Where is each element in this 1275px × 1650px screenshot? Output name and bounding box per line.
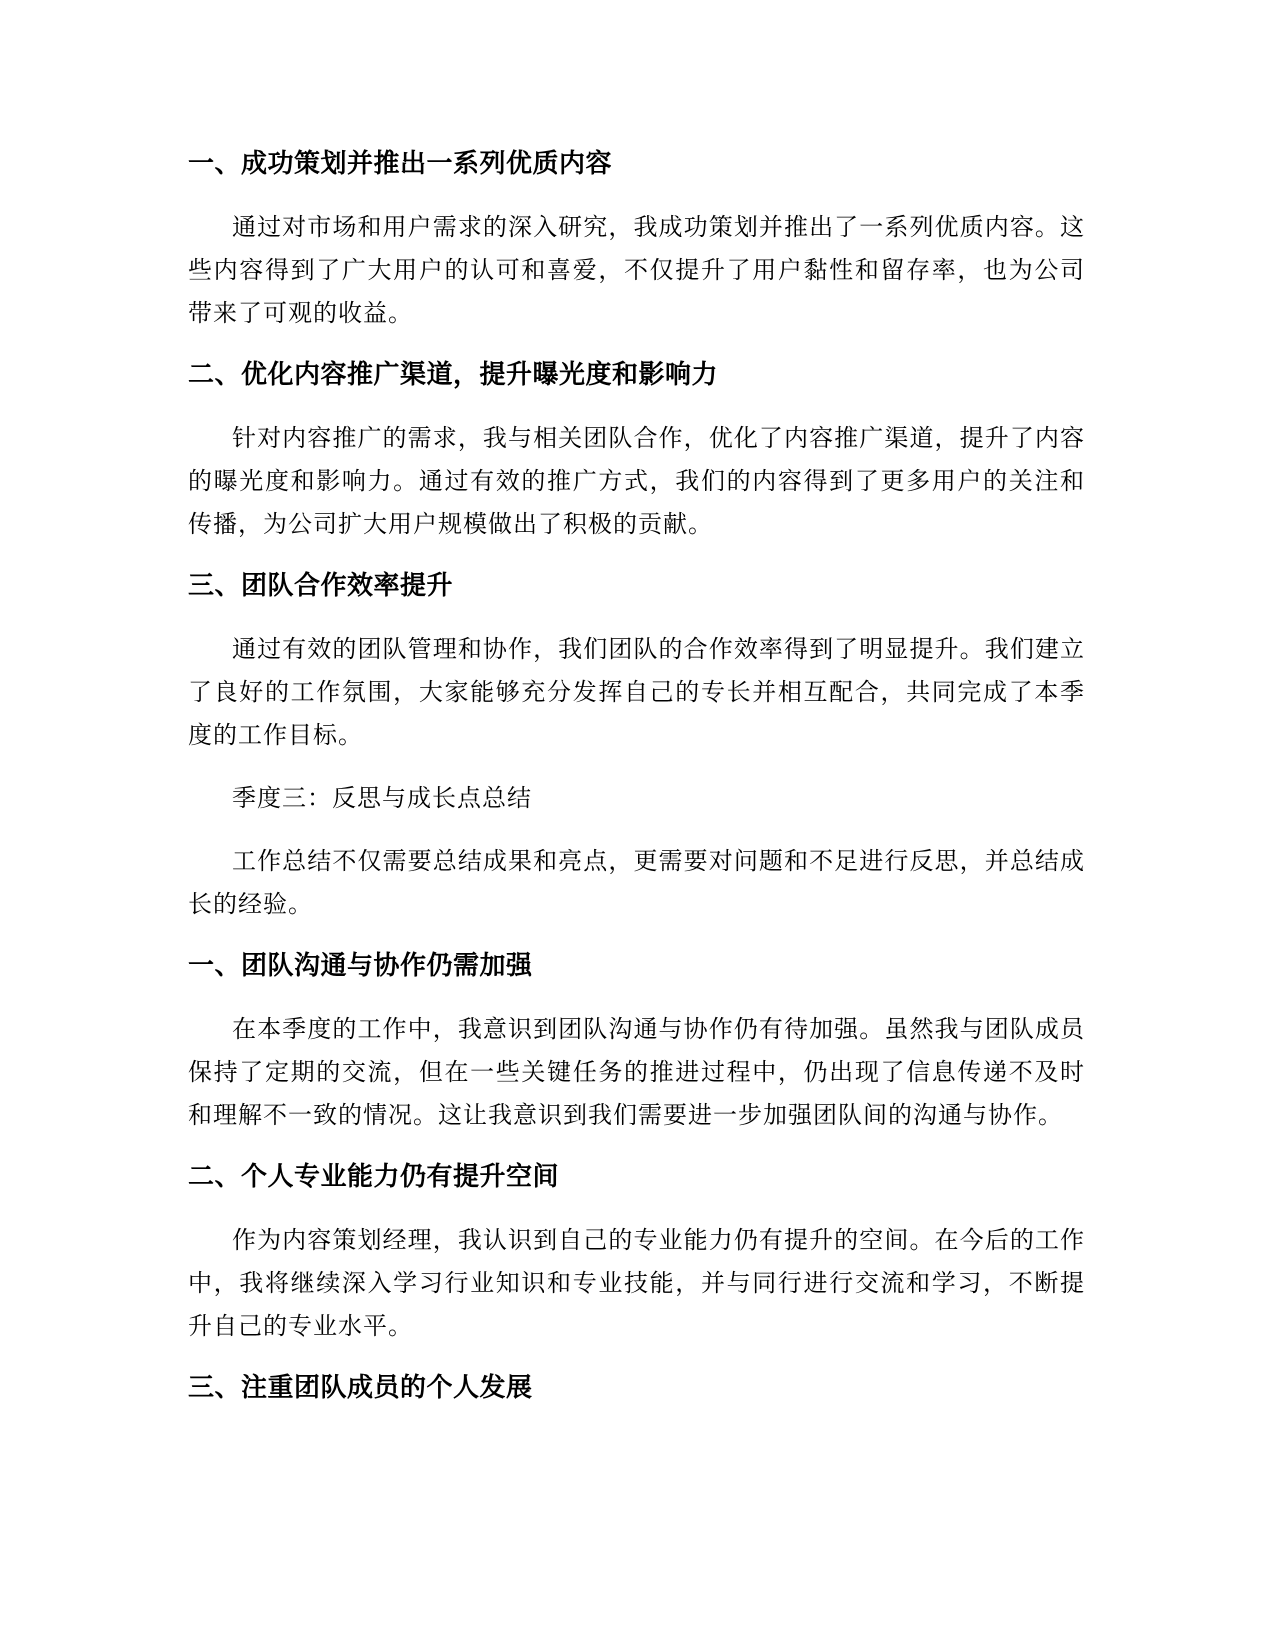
paragraph: 在本季度的工作中，我意识到团队沟通与协作仍有待加强。虽然我与团队成员保持了定期的交流，但在一些关键任务的推进过程中，仍出现了信息传递不及时和理解不一致的情况。这让我意识到我们需要进一步加强团队间的沟通与协作。 — [188, 1015, 1085, 1129]
paragraph: 作为内容策划经理，我认识到自己的专业能力仍有提升的空间。在今后的工作中，我将继续深入学习行业知识和专业技能，并与同行进行交流和学习，不断提升自己的专业水平。 — [188, 1226, 1085, 1340]
paragraph: 针对内容推广的需求，我与相关团队合作，优化了内容推广渠道，提升了内容的曝光度和影响力。通过有效的推广方式，我们的内容得到了更多用户的关注和传播，为公司扩大用户规模做出了积极的贡献。 — [188, 424, 1085, 538]
section-heading: 二、优化内容推广渠道，提升曝光度和影响力 — [188, 360, 719, 390]
section-heading: 一、成功策划并推出一系列优质内容 — [188, 149, 613, 179]
paragraph: 工作总结不仅需要总结成果和亮点，更需要对问题和不足进行反思，并总结成长的经验。 — [188, 847, 1085, 918]
section-heading: 二、个人专业能力仍有提升空间 — [188, 1162, 560, 1192]
paragraph: 通过对市场和用户需求的深入研究，我成功策划并推出了一系列优质内容。这些内容得到了广大用户的认可和喜爱，不仅提升了用户黏性和留存率，也为公司带来了可观的收益。 — [188, 213, 1085, 327]
paragraph: 通过有效的团队管理和协作，我们团队的合作效率得到了明显提升。我们建立了良好的工作氛围，大家能够充分发挥自己的专长并相互配合，共同完成了本季度的工作目标。 — [188, 635, 1085, 749]
subtitle-paragraph: 季度三：反思与成长点总结 — [232, 784, 532, 812]
section-heading: 三、注重团队成员的个人发展 — [188, 1373, 533, 1403]
section-heading: 三、团队合作效率提升 — [188, 571, 454, 601]
document-body — [188, 144, 1085, 1430]
section-heading: 一、团队沟通与协作仍需加强 — [188, 951, 533, 981]
